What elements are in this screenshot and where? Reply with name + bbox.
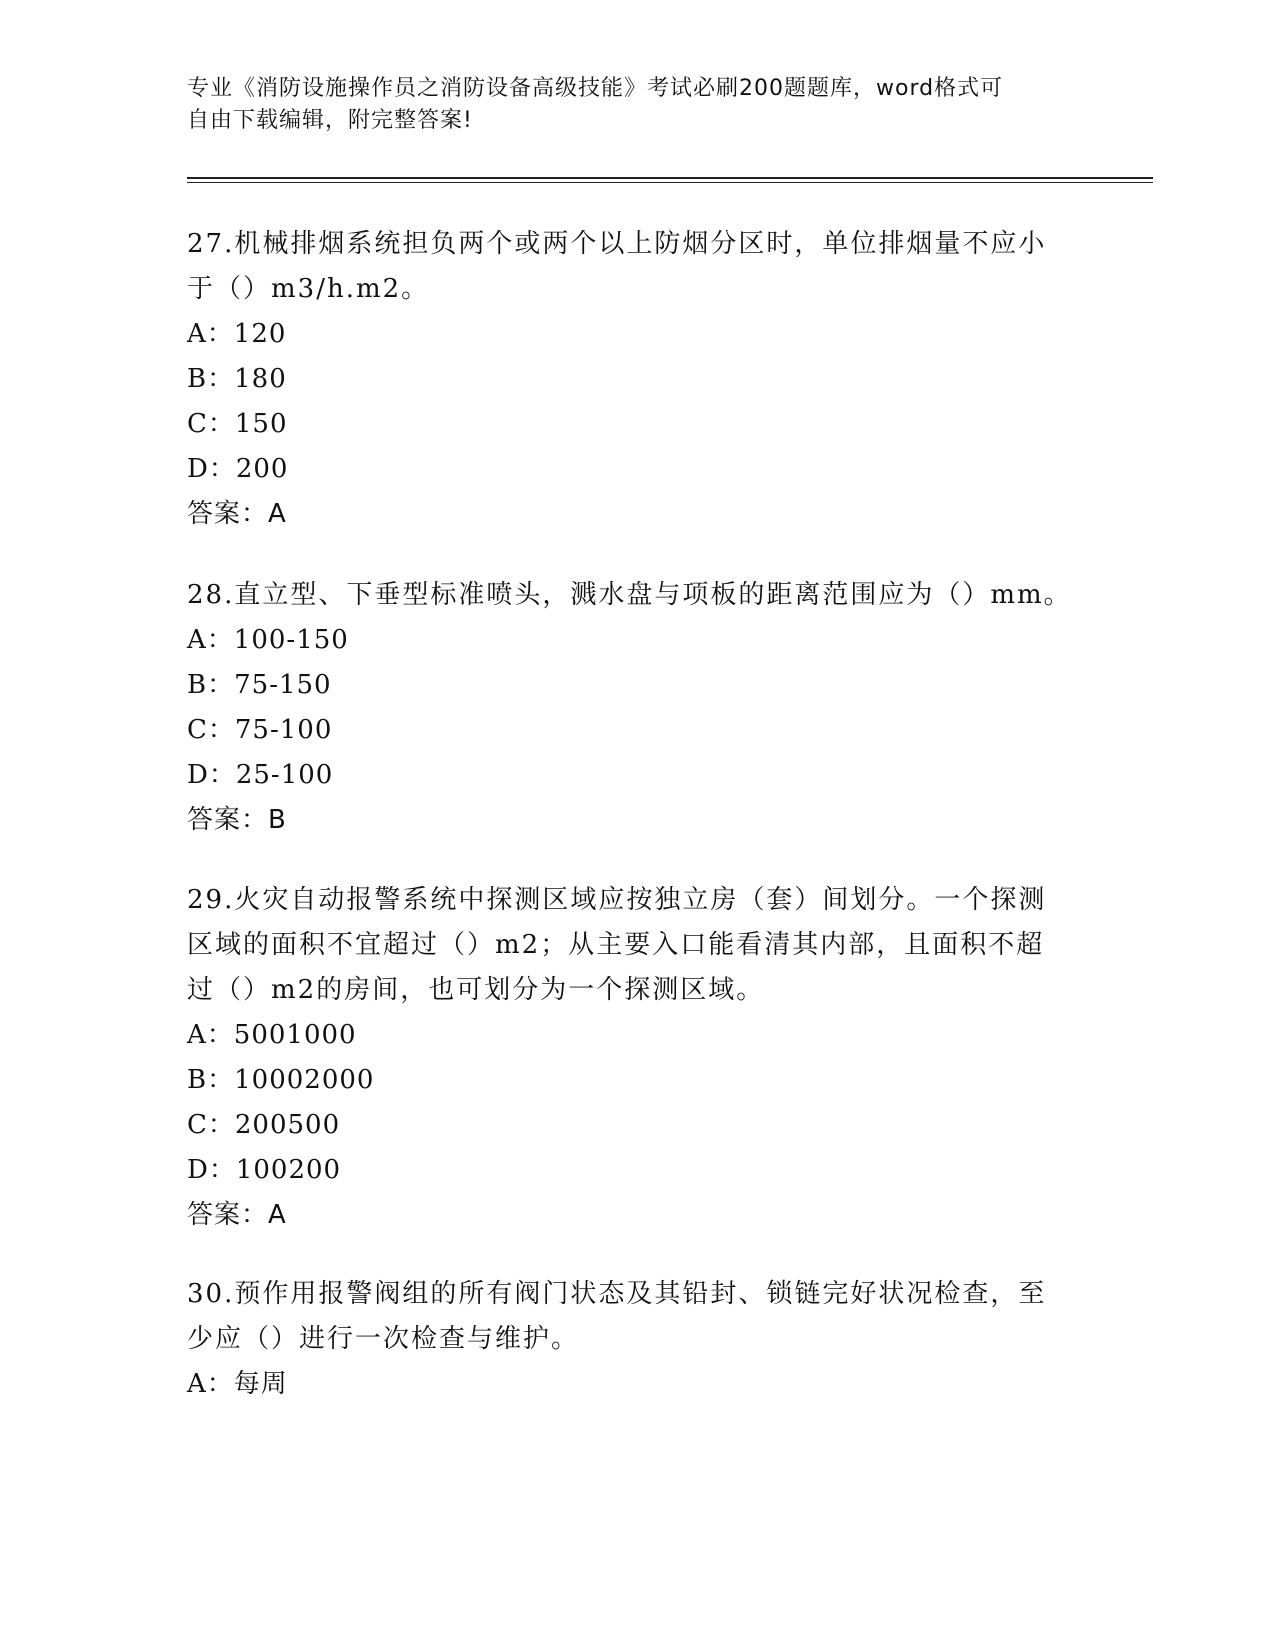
question-29 [187,878,1087,1238]
question-text-line: 27.机械排烟系统担负两个或两个以上防烟分区时，单位排烟量不应小 [187,229,1047,259]
option-c: C：200500 [187,1110,341,1140]
question-30 [187,1272,1087,1407]
question-text-line: 30.预作用报警阀组的所有阀门状态及其铅封、锁链完好状况检查，至 [187,1279,1047,1309]
question-text-line: 过（）m2的房间，也可划分为一个探测区域。 [187,975,765,1005]
option-a: A：100-150 [187,625,349,655]
option-d: D：100200 [187,1155,342,1185]
option-b: B：10002000 [187,1065,375,1095]
answer-label: 答案：B [187,805,287,835]
question-text-line: 于（）m3/h.m2。 [187,274,430,304]
option-a: A：5001000 [187,1020,357,1050]
option-d: D：25-100 [187,760,334,790]
question-28 [187,573,1087,843]
header-divider-thin [187,182,1153,183]
answer-label: 答案：A [187,1200,287,1230]
option-c: C：150 [187,409,288,439]
question-text-line: 29.火灾自动报警系统中探测区域应按独立房（套）间划分。一个探测 [187,885,1047,915]
option-a: A：每周 [187,1369,288,1399]
question-27 [187,222,1087,537]
question-text-line: 少应（）进行一次检查与维护。 [187,1324,580,1354]
answer-label: 答案：A [187,499,287,529]
question-text-line: 28.直立型、下垂型标准喷头，溅水盘与项板的距离范围应为（）mm。 [187,580,1072,610]
header-divider-thick [187,177,1153,179]
option-d: D：200 [187,454,289,484]
option-a: A：120 [187,319,287,349]
option-c: C：75-100 [187,715,333,745]
option-b: B：180 [187,364,287,394]
header-line-2: 自由下载编辑，附完整答案! [187,108,473,133]
header-line-1: 专业《消防设施操作员之消防设备高级技能》考试必刷200题题库，word格式可 [187,76,1004,101]
document-header [187,73,1067,137]
option-b: B：75-150 [187,670,332,700]
question-text-line: 区域的面积不宜超过（）m2；从主要入口能看清其内部，且面积不超 [187,930,1045,960]
